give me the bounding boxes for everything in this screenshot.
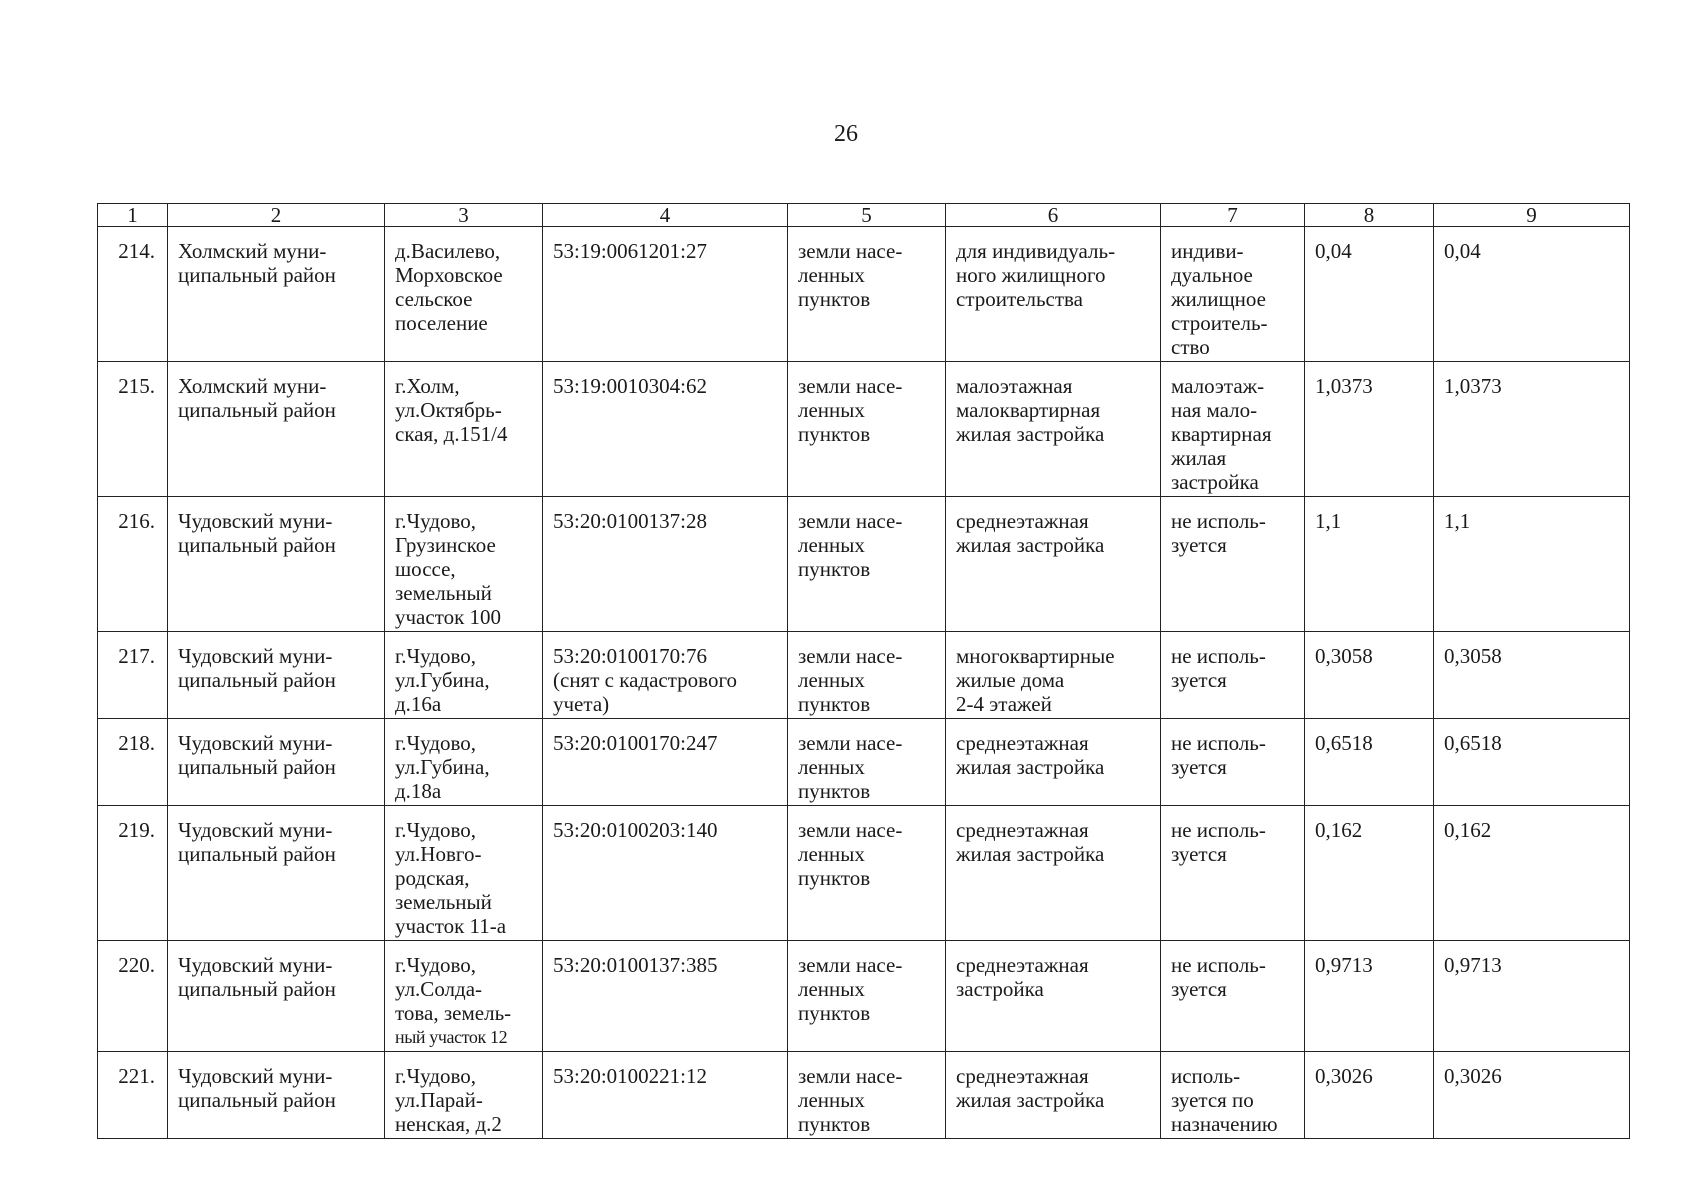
table-row (98, 362, 1630, 497)
cadastral-number-cell: 53:20:0100221:12 (543, 1052, 788, 1139)
permitted-use-cell: среднеэтажная жилая застройка (946, 1052, 1161, 1139)
actual-use-cell: малоэтаж- ная мало- квартирная жилая застройка (1161, 362, 1305, 497)
district-cell: Холмский муни- ципальный район (168, 362, 385, 497)
actual-use-cell: не исполь- зуется (1161, 806, 1305, 941)
row-number: 221. (98, 1052, 168, 1139)
area-cell: 1,0373 (1434, 362, 1630, 497)
cadastral-number-cell: 53:19:0010304:62 (543, 362, 788, 497)
row-number: 214. (98, 227, 168, 362)
row-number: 217. (98, 632, 168, 719)
cadastral-number-cell: 53:20:0100137:385 (543, 941, 788, 1052)
cadastral-number-cell: 53:19:0061201:27 (543, 227, 788, 362)
column-header: 7 (1161, 204, 1305, 227)
actual-use-cell: исполь- зуется по назначению (1161, 1052, 1305, 1139)
table-row (98, 806, 1630, 941)
address-cell: г.Чудово, ул.Губина, д.16а (385, 632, 543, 719)
column-header: 6 (946, 204, 1161, 227)
area-cell: 0,162 (1305, 806, 1434, 941)
row-number: 216. (98, 497, 168, 632)
permitted-use-cell: для индивидуаль- ного жилищного строительства (946, 227, 1161, 362)
row-number: 218. (98, 719, 168, 806)
area-cell: 0,04 (1305, 227, 1434, 362)
permitted-use-cell: среднеэтажная жилая застройка (946, 497, 1161, 632)
area-cell: 0,04 (1434, 227, 1630, 362)
row-number: 219. (98, 806, 168, 941)
area-cell: 0,3058 (1434, 632, 1630, 719)
row-number: 220. (98, 941, 168, 1052)
address-text-condensed: ный участок 12 (395, 1027, 508, 1047)
land-category-cell: земли насе- ленных пунктов (788, 806, 946, 941)
address-cell (385, 941, 543, 1052)
row-number: 215. (98, 362, 168, 497)
cadastral-number-cell: 53:20:0100203:140 (543, 806, 788, 941)
table-row (98, 1052, 1630, 1139)
page-number: 26 (834, 121, 858, 147)
land-category-cell: земли насе- ленных пунктов (788, 497, 946, 632)
address-cell: г.Чудово, ул.Новго- родская, земельный участок 11-а (385, 806, 543, 941)
permitted-use-cell: многоквартирные жилые дома 2-4 этажей (946, 632, 1161, 719)
table-row (98, 719, 1630, 806)
address-cell: г.Чудово, ул.Губина, д.18а (385, 719, 543, 806)
area-cell: 1,0373 (1305, 362, 1434, 497)
actual-use-cell: не исполь- зуется (1161, 632, 1305, 719)
column-header: 2 (168, 204, 385, 227)
area-cell: 0,162 (1434, 806, 1630, 941)
area-cell: 0,3058 (1305, 632, 1434, 719)
address-cell: г.Чудово, Грузинское шоссе, земельный участок 100 (385, 497, 543, 632)
cadastral-number-cell: 53:20:0100170:76 (снят с кадастрового учета) (543, 632, 788, 719)
table-row (98, 941, 1630, 1052)
actual-use-cell: не исполь- зуется (1161, 941, 1305, 1052)
column-header: 5 (788, 204, 946, 227)
district-cell: Чудовский муни- ципальный район (168, 941, 385, 1052)
district-cell: Холмский муни- ципальный район (168, 227, 385, 362)
column-header: 3 (385, 204, 543, 227)
land-category-cell: земли насе- ленных пунктов (788, 227, 946, 362)
column-header: 4 (543, 204, 788, 227)
column-number-row (98, 204, 1630, 227)
area-cell: 0,6518 (1305, 719, 1434, 806)
actual-use-cell: индиви- дуальное жилищное строитель- ство (1161, 227, 1305, 362)
district-cell: Чудовский муни- ципальный район (168, 806, 385, 941)
land-category-cell: земли насе- ленных пунктов (788, 362, 946, 497)
address-cell: г.Холм, ул.Октябрь- ская, д.151/4 (385, 362, 543, 497)
land-category-cell: земли насе- ленных пунктов (788, 1052, 946, 1139)
land-category-cell: земли насе- ленных пунктов (788, 719, 946, 806)
land-category-cell: земли насе- ленных пунктов (788, 941, 946, 1052)
address-text: г.Чудово, ул.Солда- това, земель- (395, 953, 512, 1025)
area-cell: 0,6518 (1434, 719, 1630, 806)
district-cell: Чудовский муни- ципальный район (168, 1052, 385, 1139)
column-header: 1 (98, 204, 168, 227)
cadastral-number-cell: 53:20:0100170:247 (543, 719, 788, 806)
table-row (98, 632, 1630, 719)
area-cell: 0,3026 (1434, 1052, 1630, 1139)
permitted-use-cell: среднеэтажная жилая застройка (946, 806, 1161, 941)
table-row (98, 227, 1630, 362)
actual-use-cell: не исполь- зуется (1161, 497, 1305, 632)
permitted-use-cell: среднеэтажная застройка (946, 941, 1161, 1052)
column-header: 8 (1305, 204, 1434, 227)
address-cell: г.Чудово, ул.Парай- ненская, д.2 (385, 1052, 543, 1139)
area-cell: 0,3026 (1305, 1052, 1434, 1139)
district-cell: Чудовский муни- ципальный район (168, 632, 385, 719)
district-cell: Чудовский муни- ципальный район (168, 719, 385, 806)
address-cell: д.Василево, Морховское сельское поселение (385, 227, 543, 362)
area-cell: 1,1 (1305, 497, 1434, 632)
permitted-use-cell: малоэтажная малоквартирная жилая застройка (946, 362, 1161, 497)
area-cell: 0,9713 (1434, 941, 1630, 1052)
actual-use-cell: не исполь- зуется (1161, 719, 1305, 806)
land-category-cell: земли насе- ленных пунктов (788, 632, 946, 719)
land-plot-table (97, 203, 1630, 1139)
table-row (98, 497, 1630, 632)
cadastral-number-cell: 53:20:0100137:28 (543, 497, 788, 632)
area-cell: 0,9713 (1305, 941, 1434, 1052)
column-header: 9 (1434, 204, 1630, 227)
area-cell: 1,1 (1434, 497, 1630, 632)
permitted-use-cell: среднеэтажная жилая застройка (946, 719, 1161, 806)
district-cell: Чудовский муни- ципальный район (168, 497, 385, 632)
